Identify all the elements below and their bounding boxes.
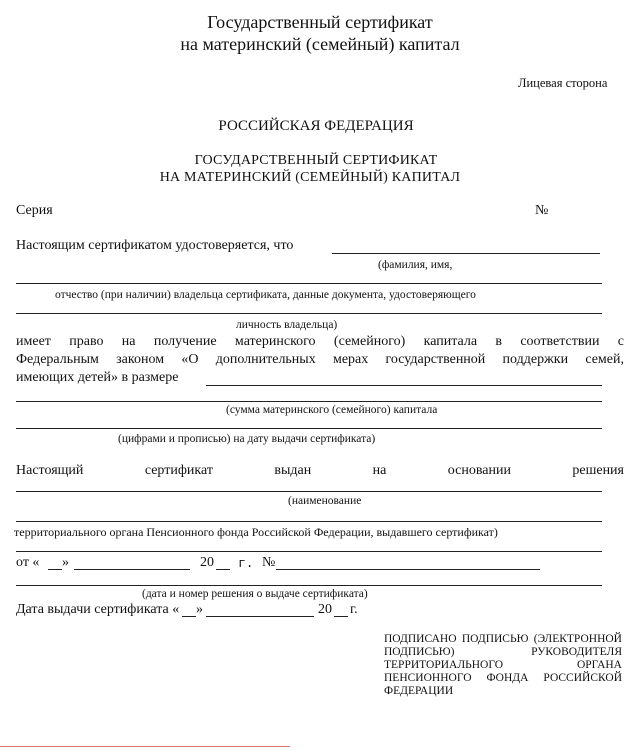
number-label: № (535, 203, 549, 218)
decision-year-suffix: г. (238, 556, 254, 571)
caption-name: (фамилия, имя, (378, 259, 453, 271)
issued-word-6: решения (572, 463, 624, 478)
page-edge (0, 746, 290, 747)
issue-date-label: Дата выдачи сертификата « (16, 602, 180, 617)
decision-num-label: № (262, 555, 276, 570)
owner-line-3[interactable] (16, 313, 602, 314)
issued-word-4: на (372, 463, 387, 478)
signature-line-1: ПОДПИСАНО ПОДПИСЬЮ (ЭЛЕКТРОННОЙ (384, 633, 622, 645)
issued-word-2: сертификат (144, 463, 213, 478)
issued-basis-row (16, 463, 624, 479)
caption-patronymic: отчество (при наличии) владельца сертификата, данные документа, удостоверяющего (55, 289, 476, 301)
caption-sum: (сумма материнского (семейного) капитала (226, 404, 438, 416)
right-line-3: имеющих детей» в размере (16, 370, 179, 385)
signature-line-4: ПЕНСИОННОГО ФОНДА РОССИЙСКОЙ (384, 672, 622, 684)
right-line-2: Федеральным законом «О дополнительных мерах государственной поддержки семей, (16, 352, 624, 367)
signature-line-2: ПОДПИСЬЮ) РУКОВОДИТЕЛЯ (384, 646, 622, 658)
series-label: Серия (16, 203, 53, 218)
from-label: от « (16, 555, 40, 570)
signature-block (384, 633, 622, 698)
issue-month-line[interactable] (206, 616, 314, 617)
caption-naming: (наименование (288, 495, 362, 507)
issue-year-prefix: 20 (318, 602, 332, 617)
owner-name-line[interactable] (332, 253, 600, 254)
caption-date: (дата и номер решения о выдаче сертификата) (142, 588, 368, 600)
decision-year-line[interactable] (216, 569, 230, 570)
doc-title-line-2: НА МАТЕРИНСКИЙ (СЕМЕЙНЫЙ) КАПИТАЛ (159, 170, 461, 185)
organ-line-3[interactable] (16, 551, 602, 552)
decision-year-prefix: 20 (200, 555, 214, 570)
owner-line-2[interactable] (16, 283, 602, 284)
doc-title-line-1: ГОСУДАРСТВЕННЫЙ СЕРТИФИКАТ (194, 153, 438, 168)
issued-word-3: выдан (274, 463, 312, 478)
issued-word-5: основании (447, 463, 511, 478)
organ-line-2[interactable] (16, 521, 602, 522)
amount-line[interactable] (206, 385, 602, 386)
issue-quote-close: » (196, 602, 203, 617)
organ-line-1[interactable] (16, 491, 602, 492)
certifies-text: Настоящим сертификатом удостоверяется, что (16, 238, 294, 253)
side-note: Лицевая сторона (518, 76, 608, 90)
quote-close: » (62, 555, 69, 570)
issued-word-1: Настоящий (16, 463, 84, 478)
amount-line-3[interactable] (16, 428, 602, 429)
decision-month-line[interactable] (74, 569, 190, 570)
decision-number-line[interactable] (276, 569, 540, 570)
decision-line-2[interactable] (16, 585, 602, 586)
caption-identity: личность владельца) (236, 319, 338, 331)
signature-line-5: ФЕДЕРАЦИИ (384, 685, 454, 697)
signature-line-3: ТЕРРИТОРИАЛЬНОГО ОРГАНА (384, 659, 622, 671)
page-title-line-1: Государственный сертификат (207, 12, 433, 32)
issue-year-suffix: г. (350, 602, 358, 617)
right-line-1: имеет право на получение материнского (семейного) капитала в соответствии с (16, 334, 624, 349)
amount-line-2[interactable] (16, 401, 602, 402)
issue-year-line[interactable] (334, 616, 348, 617)
issue-day-line[interactable] (182, 616, 196, 617)
caption-sum-2: (цифрами и прописью) на дату выдачи сертификата) (118, 433, 376, 445)
country-heading: РОССИЙСКАЯ ФЕДЕРАЦИЯ (218, 118, 414, 134)
decision-day-line[interactable] (48, 569, 62, 570)
caption-organ: территориального органа Пенсионного фонда Российской Федерации, выдавшего сертификат) (14, 525, 498, 539)
page-title-line-2: на материнский (семейный) капитал (180, 34, 460, 54)
